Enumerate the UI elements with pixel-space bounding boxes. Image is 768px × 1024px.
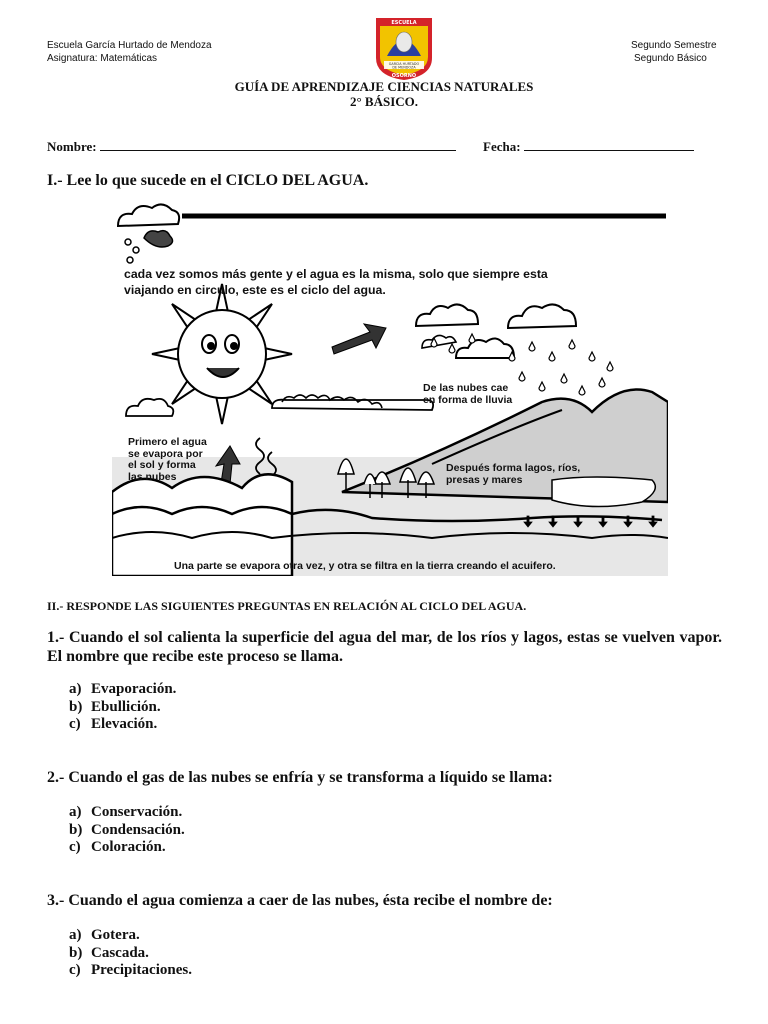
school-logo bbox=[372, 14, 436, 82]
option-text: Condensación. bbox=[91, 821, 185, 838]
option-item[interactable] bbox=[69, 804, 185, 822]
sun-icon bbox=[152, 284, 292, 424]
option-text: Conservación. bbox=[91, 804, 183, 820]
caption-evaporation bbox=[128, 437, 207, 483]
option-item[interactable] bbox=[69, 839, 185, 857]
option-item[interactable] bbox=[69, 681, 176, 699]
question-1-options bbox=[69, 681, 176, 734]
rain-cloud-icon-2 bbox=[508, 304, 576, 328]
question-1: 1.- Cuando el sol calienta la superficie del agua del mar, de los ríos y lagos, estas se vuelven vapor. El nombre que recibe este proceso se llama. bbox=[47, 629, 722, 665]
caption-intro-line-1: cada vez somos más gente y el agua es la misma, solo que siempre esta bbox=[124, 267, 548, 281]
question-3: 3.- Cuando el agua comienza a caer de las nubes, ésta recibe el nombre de: bbox=[47, 892, 553, 909]
question-2-options bbox=[69, 804, 185, 857]
storm-cloud-icon bbox=[118, 204, 179, 263]
header-right bbox=[631, 39, 717, 65]
caption-lakes bbox=[446, 462, 580, 486]
option-letter: b) bbox=[69, 944, 83, 961]
option-item[interactable] bbox=[69, 945, 192, 963]
question-3-options bbox=[69, 927, 192, 980]
arrow-right-icon bbox=[332, 324, 386, 354]
option-item[interactable] bbox=[69, 699, 176, 717]
option-text: Ebullición. bbox=[91, 698, 161, 715]
question-2: 2.- Cuando el gas de las nubes se enfría y se transforma a líquido se llama: bbox=[47, 769, 553, 786]
caption-evap-line-2: se evapora por bbox=[128, 447, 203, 460]
option-item[interactable] bbox=[69, 962, 192, 980]
caption-intro-line-2: viajando en circulo, este es el ciclo del agua. bbox=[124, 283, 386, 297]
caption-lakes-line-2: presas y mares bbox=[446, 474, 523, 486]
page-subtitle: 2° BÁSICO. bbox=[349, 94, 419, 109]
option-text: Precipitaciones. bbox=[91, 962, 192, 978]
option-text: Gotera. bbox=[91, 927, 140, 943]
caption-rain bbox=[423, 382, 512, 406]
logo-bottom-text: OSORNO bbox=[391, 73, 417, 79]
logo-mid-text-1: GARCIA HURTADO bbox=[388, 62, 420, 66]
option-letter: b) bbox=[69, 821, 83, 838]
grade-label: Segundo Básico bbox=[634, 53, 707, 64]
option-item[interactable] bbox=[69, 716, 176, 734]
option-letter: c) bbox=[69, 839, 81, 855]
logo-top-text: ESCUELA bbox=[391, 20, 417, 26]
option-text: Coloración. bbox=[91, 839, 166, 855]
small-cloud-icon bbox=[126, 399, 173, 416]
caption-rain-line-1: De las nubes cae bbox=[423, 382, 509, 394]
caption-evap-line-1: Primero el agua bbox=[128, 436, 207, 448]
logo-mid-text-2: DE MENDOZA bbox=[392, 65, 416, 70]
name-field bbox=[47, 139, 456, 155]
caption-lakes-line-1: Después forma lagos, ríos, bbox=[446, 462, 581, 474]
section-2-heading: II.- RESPONDE LAS SIGUIENTES PREGUNTAS EN RELACIÓN AL CICLO DEL AGUA. bbox=[47, 599, 527, 613]
option-text: Elevación. bbox=[91, 716, 158, 732]
option-letter: a) bbox=[69, 804, 82, 820]
header-left bbox=[47, 39, 212, 65]
option-letter: a) bbox=[69, 681, 82, 697]
option-item[interactable] bbox=[69, 822, 185, 840]
page-title: GUÍA DE APRENDIZAJE CIENCIAS NATURALES bbox=[234, 79, 534, 94]
caption-rain-line-2: en forma de lluvia bbox=[423, 394, 513, 406]
name-label: Nombre: bbox=[47, 139, 97, 154]
option-letter: c) bbox=[69, 716, 81, 732]
subject-name: Asignatura: Matemáticas bbox=[47, 53, 158, 64]
caption-evap-line-4: las nubes bbox=[128, 470, 177, 483]
semester-label: Segundo Semestre bbox=[631, 40, 717, 51]
option-item[interactable] bbox=[69, 927, 192, 945]
water-cycle-illustration bbox=[112, 202, 668, 576]
date-field bbox=[483, 139, 694, 155]
option-letter: a) bbox=[69, 927, 82, 943]
option-letter: c) bbox=[69, 962, 81, 978]
option-text: Evaporación. bbox=[91, 681, 177, 697]
name-blank[interactable] bbox=[100, 139, 456, 151]
option-letter: b) bbox=[69, 698, 83, 715]
school-name: Escuela García Hurtado de Mendoza bbox=[47, 40, 212, 51]
caption-intro bbox=[124, 266, 548, 298]
caption-bottom: Una parte se evapora otra vez, y otra se filtra en la tierra creando el acuifero. bbox=[174, 560, 556, 572]
rain-cloud-icon bbox=[416, 304, 478, 326]
date-blank[interactable] bbox=[524, 139, 694, 151]
date-label: Fecha: bbox=[483, 139, 521, 154]
option-text: Cascada. bbox=[91, 944, 149, 961]
caption-evap-line-3: el sol y forma bbox=[128, 459, 196, 471]
section-1-heading: I.- Lee lo que sucede en el CICLO DEL AGUA. bbox=[47, 172, 369, 189]
